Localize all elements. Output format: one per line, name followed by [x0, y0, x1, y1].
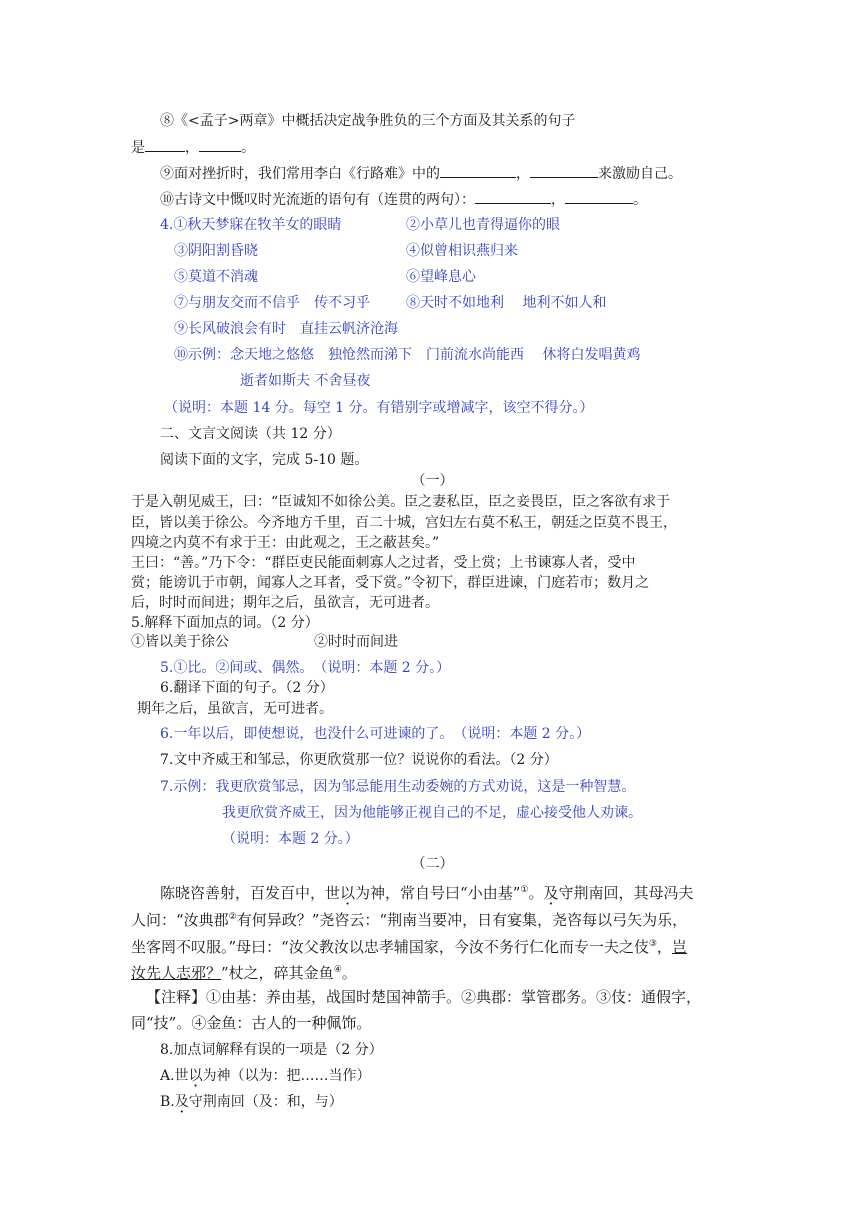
passage-2-note-2: 同“技”。④金鱼：古人的一种佩饰。 [131, 1014, 372, 1032]
footnote-mark: ③ [648, 939, 657, 949]
underlined-text: 岂 [671, 938, 687, 956]
q10-comma: ， [551, 192, 565, 208]
text-span: 坐客罔不叹服。”母曰：“汝父教汝以忠孝辅国家，今汝不务行仁化而专一夫之伎 [131, 938, 649, 956]
q9-text: ⑨面对挫折时，我们常用李白《行路难》中的 [160, 166, 440, 182]
answer-5: 5.①比。②间或、偶然。 （说明：本题 2 分。） [160, 660, 451, 676]
passage-1-heading: （一） [411, 473, 454, 489]
text-span: 。 [341, 964, 357, 982]
question-7-stem: 7.文中齐威王和邹忌，你更欣赏那一位？说说你的看法。（2 分） [160, 752, 558, 768]
answer-7-line2: 我更欣赏齐威王，因为他能够正视自己的不足，虚心接受他人劝谏。 [222, 805, 642, 821]
text-span: 。 [528, 884, 544, 902]
passage-2-line-1 [160, 880, 694, 903]
footnote-mark: ④ [333, 965, 342, 975]
answer-4-row4b: ⑧天时不如地利 地利不如人和 [406, 295, 607, 311]
answer-4-row3b: ⑥望峰息心 [406, 269, 476, 285]
passage-1-line: 王曰：“善。”乃下令：“群臣吏民能面刺寡人之过者，受上赏；上书谏寡人者，受中 [131, 555, 636, 571]
text-span: 守荆南回（及：和，与） [188, 1094, 343, 1110]
q10-text: ⑩古诗文中慨叹时光流逝的语句有（连贯的两句）： [160, 192, 475, 208]
answer-4-row3a: ⑤莫道不消魂 [174, 269, 258, 285]
section-2-instruction: 阅读下面的文字，完成 5-10 题。 [160, 452, 369, 468]
text-span: A.世 [160, 1068, 189, 1084]
answer-blank [145, 137, 185, 152]
question-8b-stem: 8.加点词解释有误的一项是（2 分） [160, 1042, 383, 1058]
answer-6: 6.一年以后，即使想说，也没什么可进谏的了。 （说明：本题 2 分。） [160, 726, 591, 742]
footnote-mark: ② [228, 912, 237, 922]
answer-4-row1b: ②小草儿也青得逼你的眼 [406, 217, 560, 233]
passage-1-line: 后，时时而间进；期年之后，虽欲言，无可进者。 [131, 595, 439, 611]
passage-1-line: 臣，皆以美于徐公。今齐地方千里，百二十城，宫妇左右莫不私王，朝廷之臣莫不畏王， [131, 515, 677, 531]
answer-blank [565, 189, 633, 204]
text-span: 陈晓咨善射，百发百中，世 [160, 884, 341, 902]
dotted-char: 及 [174, 1094, 189, 1110]
answer-7-note: （说明：本题 2 分。） [222, 831, 359, 847]
answer-blank [440, 163, 516, 178]
passage-1-line: 于是入朝见威王，曰：“臣诚知不如徐公美。臣之妻私臣，臣之妾畏臣，臣之客欲有求于 [131, 494, 671, 510]
question-10-line [160, 189, 647, 210]
question-8b-option-a [160, 1066, 371, 1086]
passage-2-line-2 [131, 907, 687, 930]
answer-4-row6: ⑩示例：念天地之悠悠 独怆然而涕下 门前流水尚能西 休将白发唱黄鸡 [174, 347, 641, 363]
underlined-text: 汝先人志邪？ [131, 964, 222, 982]
question-8-line: ⑧《<孟子>两章》中概括决定战争胜负的三个方面及其关系的句子 [160, 113, 576, 129]
text-span: 为神（以为：把……当作） [202, 1068, 371, 1084]
text-span: 有何异政？”尧咨云：“荆南当要冲，日有宴集，尧咨每以弓矢为乐， [236, 911, 688, 929]
question-8b-option-b [160, 1092, 343, 1112]
q8-cont: 是 [131, 140, 145, 156]
text-span: 守荆南回，其母冯夫 [558, 884, 694, 902]
q9-comma: ， [516, 166, 530, 182]
footnote-mark: ① [520, 885, 529, 895]
q10-end: 。 [633, 192, 647, 208]
passage-1-line: 赏；能谤讥于市朝，闻寡人之耳者，受下赏。”令初下，群臣进谏，门庭若市；数月之 [131, 575, 650, 591]
answer-4-row7: 逝者如斯夫 不舍昼夜 [240, 373, 371, 389]
answer-4-row4a: ⑦与朋友交而不信乎 传不习乎 [174, 295, 370, 311]
text-span: ， [656, 938, 672, 956]
passage-1-line: 四境之内莫不有求于王：由此观之，王之蔽甚矣。” [131, 535, 440, 551]
question-6-sentence: 期年之后，虽欲言，无可进者。 [137, 701, 333, 717]
answer-7-line1: 7.示例：我更欣赏邹忌，因为邹忌能用生动委婉的方式劝说，这是一种智慧。 [160, 779, 636, 795]
text-span: 人问：“汝典郡 [131, 911, 229, 929]
q8-comma: ， [185, 140, 199, 156]
question-5-stem: 5.解释下面加点的词。（2 分） [131, 615, 319, 631]
answer-4-row5: ⑨长风破浪会有时 直挂云帆济沧海 [174, 321, 398, 337]
section-2-title: 二、文言文阅读（共 12 分） [160, 426, 341, 442]
answer-blank [475, 189, 551, 204]
answer-4-row2a: ③阴阳割昏晓 [174, 243, 258, 259]
passage-2-note-1: 【注释】①由基：养由基，战国时楚国神箭手。②典郡：掌管郡务。③伎：通假字， [146, 988, 702, 1006]
question-5-item-b: ②时时而间进 [314, 634, 398, 650]
passage-2-heading: （二） [411, 856, 454, 872]
dotted-char: 以 [188, 1068, 203, 1084]
answer-4-row1a: 4.①秋天梦寐在牧羊女的眼睛 [160, 217, 342, 233]
question-6-stem: 6.翻译下面的句子。（2 分） [160, 680, 334, 696]
text-span: B. [160, 1094, 175, 1110]
dotted-char: 以 [340, 884, 356, 902]
dotted-char: 及 [543, 884, 559, 902]
passage-2-line-3 [131, 934, 687, 957]
answer-4-note: （说明：本题 14 分。每空 1 分。有错别字或增减字，该空不得分。） [164, 400, 594, 416]
q8-end: 。 [241, 140, 255, 156]
q9-tail: 来激励自己。 [598, 166, 682, 182]
answer-blank [530, 163, 598, 178]
text-span: ”杖之，碎其金鱼 [221, 964, 334, 982]
text-span: 为神，常自号曰“小由基” [355, 884, 521, 902]
answer-blank [199, 137, 241, 152]
question-9-line [160, 163, 682, 184]
question-8-blanks [131, 137, 255, 158]
question-5-item-a: ①皆以美于徐公 [131, 634, 229, 650]
answer-4-row2b: ④似曾相识燕归来 [406, 243, 518, 259]
passage-2-line-4 [131, 960, 357, 983]
